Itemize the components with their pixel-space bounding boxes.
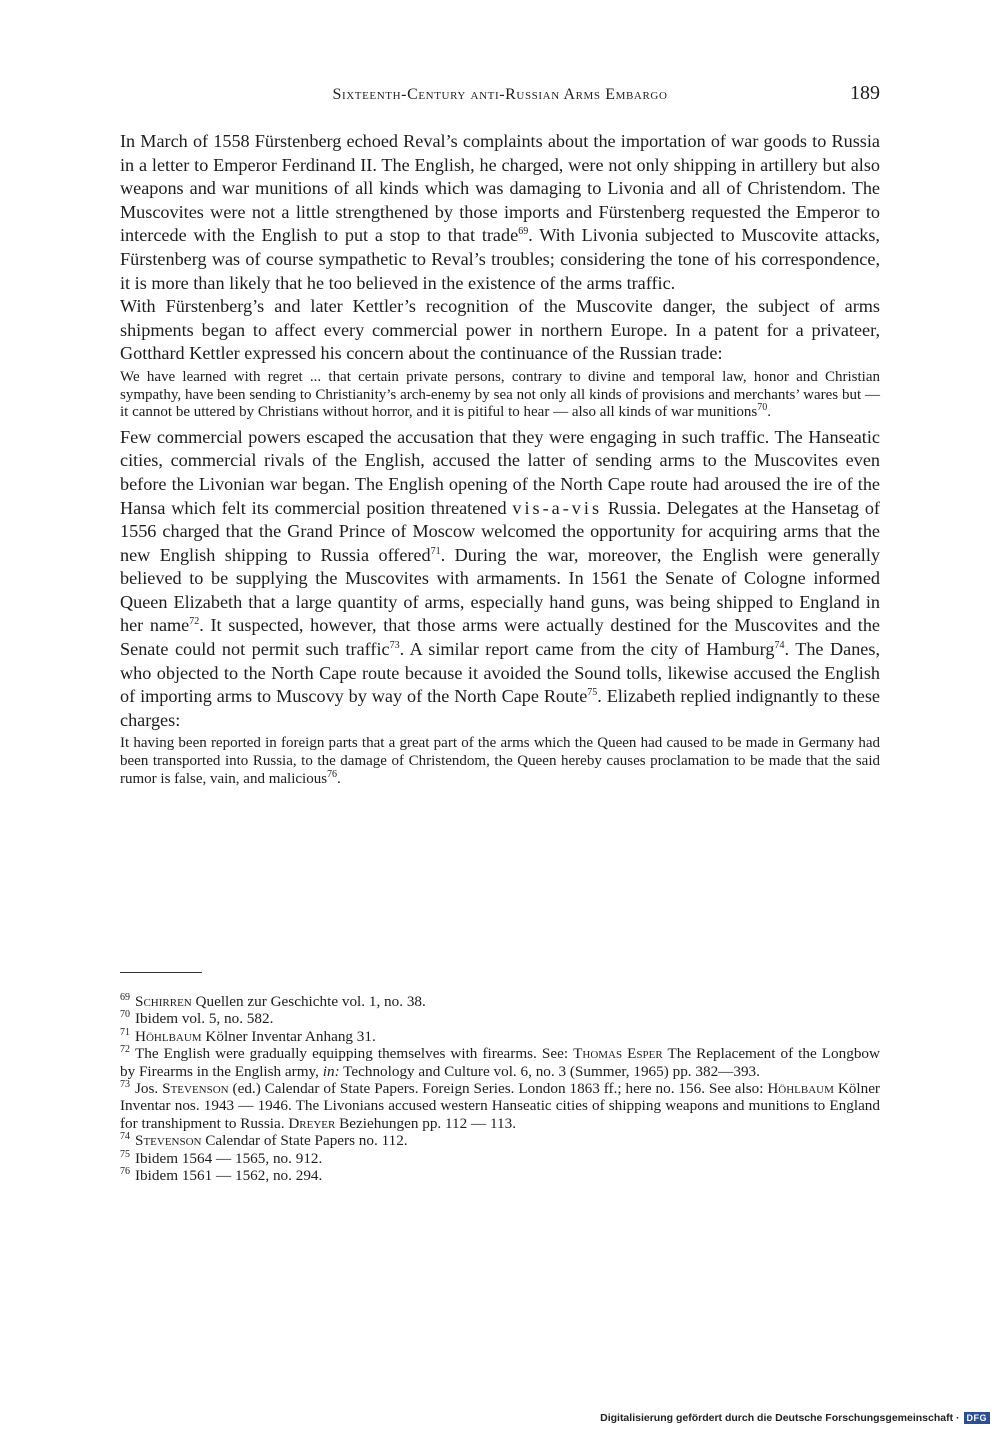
text-segment: . bbox=[767, 404, 771, 421]
footnote-number: 73 bbox=[120, 1078, 130, 1090]
credit-text: Digitalisierung gefördert durch die Deutsche Forschungsgemeinschaft · bbox=[600, 1412, 960, 1424]
author-name: Höhlbaum bbox=[767, 1080, 834, 1098]
footnote-text: Ibidem 1561 — 1562, no. 294. bbox=[135, 1167, 323, 1185]
footnote-text: Ibidem vol. 5, no. 582. bbox=[135, 1010, 274, 1028]
text-segment: . A similar report came from the city of Hamburg bbox=[399, 639, 775, 660]
text-segment: Few commercial powers escaped the accusation that they were engaging in such traffic. The Hanseatic cities, commercial rivals of the English, accused the latter of sending arms to the Muscovites even before the Livonian war began. The English opening of the North Cape route had aroused the ire of the Hansa which felt its commercial position threatened bbox=[120, 426, 880, 518]
spaced-term: vis-a-vis bbox=[512, 497, 603, 518]
footnote-76 bbox=[120, 1167, 880, 1184]
dfg-logo: DFG bbox=[964, 1412, 991, 1424]
footnote-text: Quellen zur Geschichte vol. 1, no. 38. bbox=[191, 993, 426, 1010]
block-quote-1 bbox=[120, 369, 880, 422]
footnote-ref: 74 bbox=[774, 640, 785, 651]
main-text bbox=[120, 130, 880, 792]
block-quote-2 bbox=[120, 735, 880, 788]
footnote-72 bbox=[120, 1045, 880, 1080]
footnote-text: Technology and Culture vol. 6, no. 3 (Summer, 1965) pp. 382—393. bbox=[339, 1062, 760, 1080]
footnote-number: 76 bbox=[120, 1166, 130, 1177]
text-segment: We have learned with regret ... that certain private persons, contrary to divine and temporal law, honor and Christian sympathy, have been sending to Christianity’s arch-enemy by sea not only all kinds of provisions and merchants’ wares but — it cannot be uttered by Christians without horror, and it is pitiful to hear — also all kinds of war munitions bbox=[120, 368, 880, 421]
footnote-ref: 72 bbox=[189, 616, 200, 628]
author-name: Dreyer bbox=[288, 1114, 336, 1132]
digitization-credit bbox=[600, 1412, 990, 1424]
footnote-71 bbox=[120, 1028, 880, 1045]
footnote-text: Kölner Inventar nos. 1943 — 1946. The Livonians accused western Hanseatic cities of shipping weapons and munitions to England for transhipment to Russia. bbox=[120, 1080, 880, 1132]
text-segment: . With Livonia subjected to Muscovite attacks, Fürstenberg was of course sympathetic to Reval’s troubles; considering the tone of his correspondence, it is more than likely that he too believed in the existence of the arms traffic. bbox=[120, 225, 880, 293]
author-name: Höhlbaum bbox=[135, 1027, 202, 1045]
footnote-number: 72 bbox=[120, 1044, 130, 1056]
footnotes bbox=[120, 993, 880, 1184]
footnote-text: Ibidem 1564 — 1565, no. 912. bbox=[135, 1149, 323, 1167]
footnote-number: 69 bbox=[120, 991, 130, 1003]
footnote-75 bbox=[120, 1150, 880, 1167]
author-name: Schirren bbox=[135, 993, 192, 1010]
footnote-73 bbox=[120, 1080, 880, 1132]
footnote-70 bbox=[120, 1010, 880, 1027]
footnote-ref: 73 bbox=[389, 640, 400, 651]
footnote-text: Jos. bbox=[135, 1080, 163, 1098]
footnote-text: Beziehungen pp. 112 — 113. bbox=[335, 1114, 517, 1132]
page-number: 189 bbox=[850, 82, 880, 104]
paragraph-1 bbox=[120, 130, 880, 295]
footnote-ref: 70 bbox=[757, 402, 768, 414]
footnote-ref: 71 bbox=[430, 545, 441, 557]
footnote-ref: 69 bbox=[518, 226, 529, 238]
author-name: Stevenson bbox=[135, 1132, 202, 1150]
text-segment: . It suspected, however, that those arms were actually destined for the Muscovites and the Senate could not permit such traffic bbox=[120, 615, 881, 660]
text-segment: . The Danes, who objected to the North Cape route because it avoided the Sound tolls, likewise accused the English of importing arms to Muscovy by way of the North Cape Route bbox=[120, 639, 880, 707]
footnote-74 bbox=[120, 1132, 880, 1149]
footnote-text: in: bbox=[322, 1062, 340, 1080]
text-segment: In March of 1558 Fürstenberg echoed Reval’s complaints about the importation of war goods to Russia in a letter to Emperor Ferdinand II. The English, he charged, were not only shipping in artillery but also weapons and war munitions of all kinds which was damaging to Livonia and all of Christendom. The Muscovites were not a little strengthened by those imports and Fürstenberg requested the Emperor to intercede with the English to put a stop to that trade bbox=[120, 131, 880, 246]
footnote-number: 70 bbox=[120, 1009, 130, 1021]
footnote-69 bbox=[120, 993, 880, 1010]
running-header bbox=[120, 82, 880, 108]
author-name: Thomas Esper bbox=[573, 1045, 663, 1063]
paragraph-3 bbox=[120, 426, 880, 733]
footnote-ref: 76 bbox=[327, 768, 338, 780]
footnote-text: (ed.) Calendar of State Papers. Foreign Series. London 1863 ff.; here no. 156. See also: bbox=[228, 1080, 768, 1098]
text-segment: . bbox=[337, 770, 341, 787]
footnote-text: Kölner Inventar Anhang 31. bbox=[201, 1027, 376, 1045]
footnote-text: The English were gradually equipping themselves with firearms. See: bbox=[135, 1045, 574, 1063]
text-segment: Russia. Delegates at the Hansetag of 1556 charged that the Grand Prince of Moscow welcomed the opportunity for acquiring arms that the new English shipping to Russia offered bbox=[120, 497, 880, 565]
footnote-text: Calendar of State Papers no. 112. bbox=[201, 1132, 408, 1150]
text-segment: It having been reported in foreign parts that a great part of the arms which the Queen had caused to be made in Germany had been transported into Russia, to the damage of Christendom, the Queen hereby causes proclamation to be made that the said rumor is false, vain, and malicious bbox=[120, 735, 880, 787]
footnote-ref: 75 bbox=[587, 687, 598, 699]
footnote-text: The Replacement of the Longbow by Firearms in the English army, bbox=[120, 1045, 880, 1080]
paragraph-2: With Fürstenberg’s and later Kettler’s recognition of the Muscovite danger, the subject of arms shipments began to affect every commercial power in northern Europe. In a patent for a privateer, Gotthard Kettler expressed his concern about the continuance of the Russian trade: bbox=[120, 296, 880, 364]
footnote-number: 75 bbox=[120, 1148, 130, 1160]
footnote-divider bbox=[120, 972, 202, 973]
text-segment: . During the war, moreover, the English were generally believed to be supplying the Muscovites with armaments. In 1561 the Senate of Cologne informed Queen Elizabeth that a large quantity of arms, especially hand guns, was being shipped to England in her name bbox=[120, 544, 880, 636]
running-title: Sixteenth-Century anti-Russian Arms Embargo bbox=[332, 86, 668, 103]
author-name: Stevenson bbox=[162, 1080, 229, 1098]
footnote-number: 74 bbox=[120, 1131, 130, 1143]
footnote-number: 71 bbox=[120, 1026, 130, 1038]
text-segment: . Elizabeth replied indignantly to these charges: bbox=[120, 686, 880, 730]
